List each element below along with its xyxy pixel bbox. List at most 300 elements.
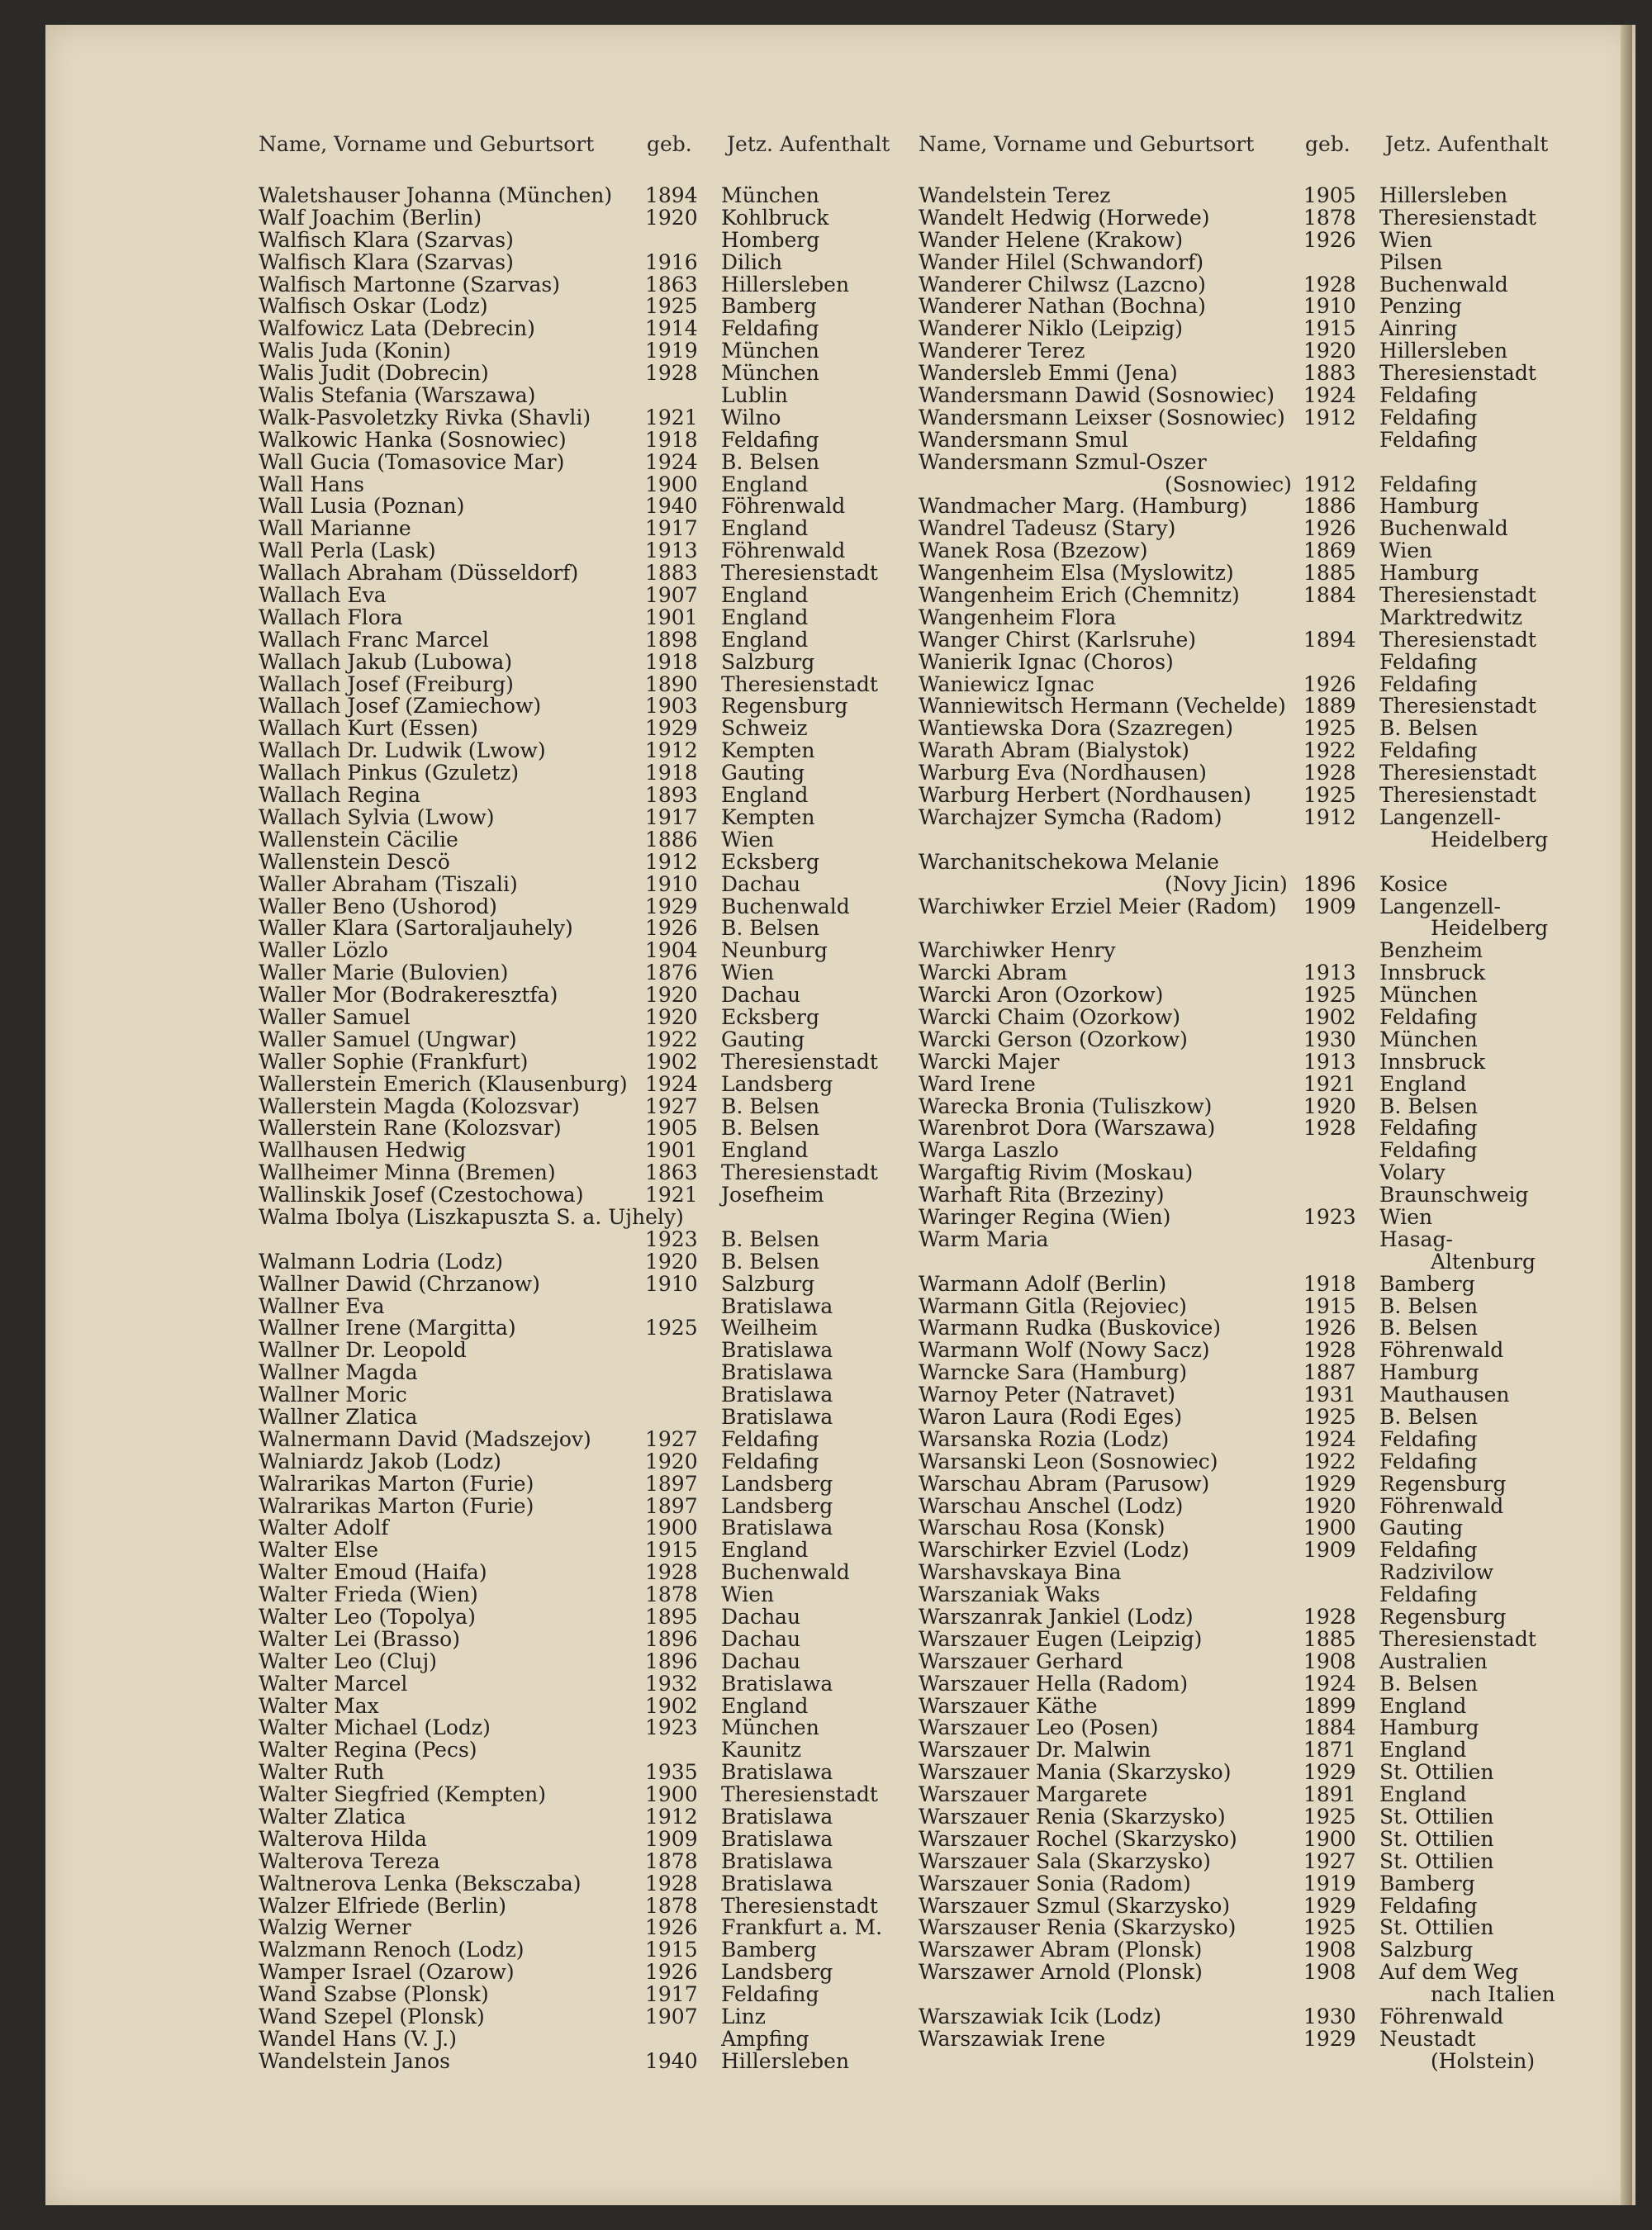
entry-residence: nach Italien	[1431, 1982, 1555, 2007]
entry-residence: Buchenwald	[721, 1560, 850, 1585]
entry-residence: Innsbruck	[1379, 961, 1486, 985]
entry-birth-year: 1902	[645, 1049, 698, 1074]
book-spine-shadow	[1621, 25, 1632, 2205]
entry-name: Waller Marie (Bulovien)	[259, 961, 509, 985]
entry-name: Warmann Wolf (Nowy Sacz)	[919, 1338, 1210, 1363]
entry-residence: Theresienstadt	[1379, 694, 1536, 719]
entry-name: Wandersmann Leixser (Sosnowiec)	[919, 405, 1285, 429]
entry-birth-year: 1895	[645, 1605, 698, 1629]
entry-birth-year: 1928	[1303, 1116, 1356, 1141]
entry-name: Walfisch Klara (Szarvas)	[259, 227, 514, 252]
entry-residence: England	[721, 605, 809, 629]
entry-residence: Dachau	[721, 1626, 801, 1651]
entry-name: Walter Zlatica	[259, 1805, 406, 1829]
entry-birth-year: 1912	[1303, 472, 1356, 496]
entry-residence: England	[721, 516, 809, 541]
entry-name: Wallner Eva	[259, 1293, 385, 1318]
entry-residence: Altenburg	[1431, 1249, 1536, 1274]
entry-name: Wallner Irene (Margitta)	[259, 1316, 516, 1340]
entry-residence: Wien	[721, 827, 775, 852]
entry-name: Wand Szepel (Plonsk)	[259, 2005, 485, 2029]
entry-residence: Theresienstadt	[1379, 583, 1536, 608]
entry-birth-year: 1925	[645, 294, 698, 319]
entry-birth-year: 1908	[1303, 1938, 1356, 1962]
entry-name: Walis Juda (Konin)	[259, 339, 451, 363]
entry-residence: Gauting	[721, 1027, 805, 1051]
entry-birth-year: 1922	[1303, 1449, 1356, 1473]
entry-birth-year: 1887	[1303, 1360, 1356, 1385]
entry-name: Wanderer Niklo (Leipzig)	[919, 316, 1184, 341]
entry-residence: München	[721, 1715, 819, 1740]
entry-name: Walter Regina (Pecs)	[259, 1738, 477, 1763]
entry-residence: Feldafing	[1379, 405, 1478, 429]
entry-birth-year: 1896	[645, 1626, 698, 1651]
entry-birth-year: 1932	[645, 1671, 698, 1696]
entry-residence: Neunburg	[721, 938, 828, 963]
entry-birth-year: 1929	[1303, 1893, 1356, 1918]
entry-name: Wallenstein Descö	[259, 849, 450, 874]
entry-name: Wallach Jakub (Lubowa)	[259, 649, 513, 674]
entry-birth-year: 1907	[645, 2005, 698, 2029]
entry-residence: Bratislawa	[721, 1760, 833, 1785]
entry-birth-year: 1917	[645, 804, 698, 829]
entry-name: Wallner Zlatica	[259, 1404, 418, 1429]
entry-name: Warchanitschekowa Melanie	[919, 849, 1219, 874]
entry-name: Wallach Josef (Freiburg)	[259, 671, 514, 696]
entry-name: Waller Samuel (Ungwar)	[259, 1027, 517, 1051]
entry-birth-year: 1923	[1303, 1204, 1356, 1229]
entry-name: Warchiwker Henry	[919, 938, 1116, 963]
entry-residence: Regensburg	[721, 694, 848, 719]
entry-name: Walter Ruth	[259, 1760, 385, 1785]
entry-birth-year: 1914	[645, 316, 698, 341]
entry-birth-year: 1915	[1303, 316, 1356, 341]
entry-birth-year: 1925	[1303, 783, 1356, 808]
entry-name: Waller Lözlo	[259, 938, 388, 963]
entry-residence: Buchenwald	[1379, 272, 1508, 297]
entry-residence: Theresienstadt	[721, 1049, 878, 1074]
entry-residence: B. Belsen	[721, 1249, 820, 1274]
entry-residence: Dachau	[721, 1649, 801, 1673]
entry-birth-year: 1928	[1303, 1338, 1356, 1363]
entry-residence: Neustadt	[1379, 2026, 1476, 2051]
entry-birth-year: 1922	[1303, 738, 1356, 763]
entry-residence: Heidelberg	[1431, 827, 1549, 852]
entry-residence: Feldafing	[1379, 1893, 1478, 1918]
entry-residence: Josefheim	[721, 1183, 824, 1208]
entry-residence: B. Belsen	[1379, 1094, 1479, 1118]
entry-residence: England	[721, 472, 809, 496]
entry-birth-year: 1930	[1303, 2005, 1356, 2029]
entry-residence: Frankfurt a. M.	[721, 1915, 883, 1940]
entry-residence: Salzburg	[721, 1271, 815, 1296]
entry-residence: Theresienstadt	[721, 671, 878, 696]
entry-residence: England	[721, 1138, 809, 1163]
entry-name: Warhaft Rita (Brzeziny)	[919, 1183, 1165, 1208]
entry-residence: Landsberg	[721, 1960, 833, 1985]
entry-name: Walniardz Jakob (Lodz)	[259, 1449, 501, 1473]
entry-name: Walfisch Martonne (Szarvas)	[259, 272, 560, 297]
entry-birth-year: 1883	[1303, 361, 1356, 386]
entry-residence: Australien	[1379, 1649, 1488, 1673]
entry-residence: Ampfing	[721, 2026, 809, 2051]
entry-residence: St. Ottilien	[1379, 1760, 1494, 1785]
entry-birth-year: 1917	[645, 1982, 698, 2007]
entry-name: Wandelt Hedwig (Horwede)	[919, 205, 1210, 230]
entry-residence: Theresienstadt	[1379, 783, 1536, 808]
entry-name: Warga Laszlo	[919, 1138, 1059, 1163]
entry-name: Wanderer Chilwsz (Lazcno)	[919, 272, 1206, 297]
entry-birth-year: 1912	[645, 1805, 698, 1829]
entry-name: (Sosnowiec)	[1165, 472, 1292, 496]
entry-birth-year: 1902	[645, 1693, 698, 1718]
entry-birth-year: 1926	[645, 1960, 698, 1985]
entry-name: Wandmacher Marg. (Hamburg)	[919, 494, 1248, 519]
entry-residence: Kohlbruck	[721, 205, 829, 230]
entry-residence: Bratislawa	[721, 1826, 833, 1851]
entry-name: Warath Abram (Bialystok)	[919, 738, 1189, 763]
entry-birth-year: 1923	[645, 1715, 698, 1740]
entry-birth-year: 1913	[1303, 1049, 1356, 1074]
entry-residence: Bratislawa	[721, 1383, 833, 1407]
entry-residence: Volary	[1379, 1160, 1446, 1185]
entry-name: Waltnerova Lenka (Beksczaba)	[259, 1871, 582, 1896]
header-residence: Jetz. Aufenthalt	[727, 132, 890, 156]
entry-name: Warcki Chaim (Ozorkow)	[919, 1004, 1181, 1029]
entry-residence: Föhrenwald	[1379, 2005, 1504, 2029]
entry-birth-year: 1910	[645, 871, 698, 896]
entry-residence: Gauting	[1379, 1516, 1464, 1540]
entry-birth-year: 1908	[1303, 1649, 1356, 1673]
entry-residence: Föhrenwald	[721, 494, 846, 519]
entry-residence: B. Belsen	[721, 916, 820, 941]
entry-name: Walter Lei (Brasso)	[259, 1626, 460, 1651]
entry-birth-year: 1927	[1303, 1848, 1356, 1873]
entry-residence: Föhrenwald	[1379, 1493, 1504, 1518]
entry-residence: B. Belsen	[721, 1226, 820, 1251]
entry-residence: Wien	[1379, 227, 1433, 252]
entry-residence: Wien	[1379, 539, 1433, 563]
entry-residence: Wien	[721, 961, 775, 985]
entry-name: Wanderer Nathan (Bochna)	[919, 294, 1206, 319]
entry-name: Waller Beno (Ushorod)	[259, 894, 497, 918]
entry-birth-year: 1928	[1303, 272, 1356, 297]
entry-residence: Dachau	[721, 1605, 801, 1629]
entry-birth-year: 1900	[645, 1782, 698, 1807]
entry-residence: Bratislawa	[721, 1671, 833, 1696]
entry-birth-year: 1889	[1303, 694, 1356, 719]
entry-birth-year: 1878	[645, 1893, 698, 1918]
entry-name: Wallach Flora	[259, 605, 403, 629]
entry-residence: B. Belsen	[1379, 716, 1479, 741]
entry-name: Wallach Josef (Zamiechow)	[259, 694, 542, 719]
entry-residence: Bratislawa	[721, 1848, 833, 1873]
entry-residence: B. Belsen	[1379, 1404, 1479, 1429]
entry-residence: Feldafing	[1379, 1538, 1478, 1563]
entry-birth-year: 1913	[645, 539, 698, 563]
entry-name: Wallerstein Emerich (Klausenburg)	[259, 1071, 628, 1096]
entry-birth-year: 1921	[1303, 1071, 1356, 1096]
entry-residence: Hamburg	[1379, 1360, 1479, 1385]
entry-residence: England	[721, 627, 809, 652]
entry-residence: Bratislawa	[721, 1338, 833, 1363]
entry-residence: Theresienstadt	[1379, 627, 1536, 652]
entry-birth-year: 1878	[1303, 205, 1356, 230]
entry-birth-year: 1925	[1303, 1404, 1356, 1429]
entry-birth-year: 1926	[1303, 1316, 1356, 1340]
entry-name: Wallach Kurt (Essen)	[259, 716, 478, 741]
entry-residence: Feldafing	[1379, 738, 1478, 763]
entry-name: Wantiewska Dora (Szazregen)	[919, 716, 1234, 741]
entry-name: Walter Marcel	[259, 1671, 408, 1696]
entry-residence: England	[721, 1538, 809, 1563]
entry-residence: Innsbruck	[1379, 1049, 1486, 1074]
entry-residence: Hillersleben	[1379, 183, 1508, 207]
entry-residence: B. Belsen	[721, 449, 820, 474]
entry-birth-year: 1876	[645, 961, 698, 985]
entry-birth-year: 1918	[1303, 1271, 1356, 1296]
entry-name: Warszawiak Icik (Lodz)	[919, 2005, 1161, 2029]
entry-residence: B. Belsen	[1379, 1316, 1479, 1340]
entry-name: Warszauer Mania (Skarzysko)	[919, 1760, 1232, 1785]
entry-birth-year: 1901	[645, 605, 698, 629]
entry-name: Waller Samuel	[259, 1004, 411, 1029]
entry-birth-year: 1917	[645, 516, 698, 541]
entry-birth-year: 1908	[1303, 1960, 1356, 1985]
entry-name: Wallhausen Hedwig	[259, 1138, 467, 1163]
entry-birth-year: 1896	[1303, 871, 1356, 896]
entry-residence: Feldafing	[1379, 1582, 1478, 1607]
entry-name: Wallner Dawid (Chrzanow)	[259, 1271, 540, 1296]
entry-birth-year: 1884	[1303, 583, 1356, 608]
entry-name: Warszauer Käthe	[919, 1693, 1098, 1718]
entry-residence: Landsberg	[721, 1071, 833, 1096]
entry-birth-year: 1927	[645, 1094, 698, 1118]
entry-residence: England	[721, 583, 809, 608]
entry-birth-year: 1909	[645, 1826, 698, 1851]
entry-name: Walter Leo (Topolya)	[259, 1605, 476, 1629]
entry-birth-year: 1885	[1303, 1626, 1356, 1651]
entry-birth-year: 1919	[645, 339, 698, 363]
entry-name: Walzig Werner	[259, 1915, 411, 1940]
entry-name: Walis Judit (Dobrecin)	[259, 361, 489, 386]
entry-residence: Föhrenwald	[1379, 1338, 1504, 1363]
entry-name: Warsanski Leon (Sosnowiec)	[919, 1449, 1218, 1473]
entry-residence: Bratislawa	[721, 1871, 833, 1896]
entry-residence: Gauting	[721, 761, 805, 785]
entry-name: Wandersmann Dawid (Sosnowiec)	[919, 383, 1275, 408]
entry-birth-year: 1897	[645, 1493, 698, 1518]
entry-residence: Feldafing	[1379, 1116, 1478, 1141]
entry-residence: München	[721, 339, 819, 363]
entry-birth-year: 1940	[645, 494, 698, 519]
entry-name: Warszauser Renia (Skarzysko)	[919, 1915, 1237, 1940]
entry-birth-year: 1929	[1303, 1471, 1356, 1496]
entry-birth-year: 1929	[645, 894, 698, 918]
entry-birth-year: 1863	[645, 272, 698, 297]
entry-birth-year: 1896	[645, 1649, 698, 1673]
entry-birth-year: 1920	[1303, 1493, 1356, 1518]
entry-name: Wamper Israel (Ozarow)	[259, 1960, 515, 1985]
entry-residence: England	[1379, 1782, 1467, 1807]
entry-name: Wallach Eva	[259, 583, 387, 608]
entry-name: Warm Maria	[919, 1226, 1049, 1251]
entry-birth-year: 1924	[1303, 383, 1356, 408]
entry-name: Wander Helene (Krakow)	[919, 227, 1184, 252]
entry-residence: Bratislawa	[721, 1805, 833, 1829]
entry-residence: Feldafing	[1379, 383, 1478, 408]
entry-name: Wallerstein Rane (Kolozsvar)	[259, 1116, 562, 1141]
entry-name: Wallner Moric	[259, 1383, 407, 1407]
entry-birth-year: 1890	[645, 671, 698, 696]
entry-name: Walrarikas Marton (Furie)	[259, 1471, 534, 1496]
entry-birth-year: 1925	[1303, 716, 1356, 741]
entry-residence: Feldafing	[721, 1426, 819, 1451]
entry-residence: St. Ottilien	[1379, 1805, 1494, 1829]
entry-name: Walrarikas Marton (Furie)	[259, 1493, 534, 1518]
entry-name: Walterova Tereza	[259, 1848, 440, 1873]
entry-name: Wangenheim Flora	[919, 605, 1117, 629]
entry-name: Walter Michael (Lodz)	[259, 1715, 491, 1740]
entry-birth-year: 1920	[645, 1449, 698, 1473]
header-residence: Jetz. Aufenthalt	[1385, 132, 1549, 156]
entry-name: Warszauer Sonia (Radom)	[919, 1871, 1191, 1896]
entry-name: Walter Siegfried (Kempten)	[259, 1782, 546, 1807]
entry-residence: Pilsen	[1379, 249, 1443, 274]
entry-name: Wanderer Terez	[919, 339, 1085, 363]
entry-name: Warburg Eva (Nordhausen)	[919, 761, 1207, 785]
entry-residence: Salzburg	[721, 649, 815, 674]
entry-name: Warszauer Rochel (Skarzysko)	[919, 1826, 1237, 1851]
entry-name: Warszauer Sala (Skarzysko)	[919, 1848, 1211, 1873]
entry-name: Warszanrak Jankiel (Lodz)	[919, 1605, 1194, 1629]
entry-birth-year: 1909	[1303, 894, 1356, 918]
entry-birth-year: 1922	[645, 1027, 698, 1051]
entry-name: Wanierik Ignac (Choros)	[919, 649, 1174, 674]
entry-residence: Ainring	[1379, 316, 1458, 341]
entry-birth-year: 1920	[645, 205, 698, 230]
entry-birth-year: 1925	[1303, 1915, 1356, 1940]
entry-name: Walf Joachim (Berlin)	[259, 205, 482, 230]
entry-name: Waletshauser Johanna (München)	[259, 183, 613, 207]
entry-residence: Ecksberg	[721, 1004, 819, 1029]
entry-name: Wall Hans	[259, 472, 365, 496]
entry-residence: Kosice	[1379, 871, 1448, 896]
entry-name: Wandersmann Szmul-Oszer	[919, 449, 1207, 474]
entry-name: Warcki Abram	[919, 961, 1068, 985]
entry-residence: Theresienstadt	[721, 1782, 878, 1807]
entry-residence: Auf dem Weg	[1379, 1960, 1519, 1985]
entry-birth-year: 1926	[1303, 227, 1356, 252]
entry-birth-year: 1921	[645, 405, 698, 429]
entry-birth-year: 1893	[645, 783, 698, 808]
entry-birth-year: 1912	[1303, 405, 1356, 429]
entry-residence: Marktredwitz	[1379, 605, 1523, 629]
entry-name: Wall Perla (Lask)	[259, 539, 436, 563]
entry-birth-year: 1863	[645, 1160, 698, 1185]
entry-birth-year: 1886	[645, 827, 698, 852]
entry-name: Warschau Rosa (Konsk)	[919, 1516, 1165, 1540]
entry-residence: Penzing	[1379, 294, 1462, 319]
entry-name: Waringer Regina (Wien)	[919, 1204, 1171, 1229]
entry-residence: Bamberg	[1379, 1271, 1475, 1296]
entry-name: Walter Else	[259, 1538, 379, 1563]
entry-birth-year: 1918	[645, 427, 698, 452]
entry-residence: Theresienstadt	[1379, 361, 1536, 386]
entry-name: Warszauer Szmul (Skarzysko)	[919, 1893, 1231, 1918]
entry-name: Wander Hilel (Schwandorf)	[919, 249, 1204, 274]
entry-residence: Langenzell-	[1379, 894, 1501, 918]
entry-residence: Hillersleben	[721, 2048, 850, 2073]
entry-birth-year: 1924	[1303, 1671, 1356, 1696]
entry-name: Warszawer Arnold (Plonsk)	[919, 1960, 1203, 1985]
entry-residence: Feldafing	[721, 1449, 819, 1473]
entry-name: Walkowic Hanka (Sosnowiec)	[259, 427, 567, 452]
entry-name: Wallach Pinkus (Gzuletz)	[259, 761, 520, 785]
entry-birth-year: 1894	[1303, 627, 1356, 652]
entry-name: Warschirker Ezviel (Lodz)	[919, 1538, 1189, 1563]
entry-name: Warncke Sara (Hamburg)	[919, 1360, 1188, 1385]
entry-name: Wallner Magda	[259, 1360, 418, 1385]
entry-residence: England	[1379, 1738, 1467, 1763]
entry-residence: Theresienstadt	[721, 561, 878, 586]
entry-name: Walma Ibolya (Liszkapuszta S. a. Ujhely)	[259, 1204, 684, 1229]
entry-birth-year: 1904	[645, 938, 698, 963]
entry-birth-year: 1920	[1303, 339, 1356, 363]
entry-name: Warszauer Dr. Malwin	[919, 1738, 1151, 1763]
entry-birth-year: 1925	[1303, 983, 1356, 1008]
entry-name: Waller Sophie (Frankfurt)	[259, 1049, 529, 1074]
entry-residence: Feldafing	[1379, 1426, 1478, 1451]
entry-birth-year: 1918	[645, 761, 698, 785]
entry-birth-year: 1929	[1303, 1760, 1356, 1785]
entry-name: Wandelstein Terez	[919, 183, 1111, 207]
entry-residence: Homberg	[721, 227, 820, 252]
entry-birth-year: 1885	[1303, 561, 1356, 586]
entry-name: Warszauer Hella (Radom)	[919, 1671, 1189, 1696]
entry-name: Wallerstein Magda (Kolozsvar)	[259, 1094, 580, 1118]
entry-name: Warszaniak Waks	[919, 1582, 1100, 1607]
entry-name: Warenbrot Dora (Warszawa)	[919, 1116, 1216, 1141]
entry-name: Wangenheim Erich (Chemnitz)	[919, 583, 1240, 608]
entry-birth-year: 1912	[1303, 804, 1356, 829]
entry-name: Wandersleb Emmi (Jena)	[919, 361, 1178, 386]
entry-name: Wangenheim Elsa (Myslowitz)	[919, 561, 1234, 586]
entry-name: Warburg Herbert (Nordhausen)	[919, 783, 1251, 808]
entry-residence: Theresienstadt	[721, 1893, 878, 1918]
entry-residence: Feldafing	[1379, 1138, 1478, 1163]
entry-residence: Weilheim	[721, 1316, 819, 1340]
entry-birth-year: 1913	[1303, 961, 1356, 985]
entry-name: Warsanska Rozia (Lodz)	[919, 1426, 1170, 1451]
entry-residence: Theresienstadt	[1379, 1626, 1536, 1651]
entry-residence: Linz	[721, 2005, 766, 2029]
entry-residence: Buchenwald	[1379, 516, 1508, 541]
entry-name: Waniewicz Ignac	[919, 671, 1094, 696]
entry-name: Walzmann Renoch (Lodz)	[259, 1938, 525, 1962]
entry-residence: Hamburg	[1379, 561, 1479, 586]
entry-birth-year: 1926	[645, 1915, 698, 1940]
entry-name: Wargaftig Rivim (Moskau)	[919, 1160, 1194, 1185]
entry-birth-year: 1926	[645, 916, 698, 941]
entry-birth-year: 1910	[1303, 294, 1356, 319]
entry-name: Warszawiak Irene	[919, 2026, 1106, 2051]
entry-residence: München	[721, 361, 819, 386]
entry-birth-year: 1923	[645, 1226, 698, 1251]
entry-residence: B. Belsen	[721, 1094, 820, 1118]
entry-name: Warmann Rudka (Buskovice)	[919, 1316, 1221, 1340]
entry-name: Walter Adolf	[259, 1516, 389, 1540]
